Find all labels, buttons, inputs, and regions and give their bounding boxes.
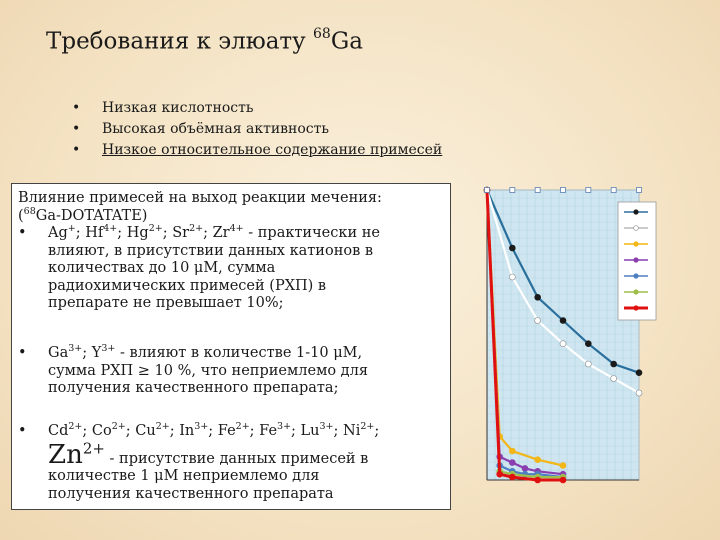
ion-fe: $Fe^{2+}$: [217, 421, 250, 439]
data-point: [560, 341, 566, 347]
panel-heading: Влияние примесей на выход реакции мечения:: [18, 190, 382, 206]
data-point: [585, 361, 591, 367]
data-point: [509, 448, 515, 454]
top-marker: [535, 188, 540, 193]
data-point: [560, 477, 566, 483]
legend-marker-3: [634, 242, 639, 247]
title-text: Требования к элюату: [46, 28, 313, 55]
legend-marker-2: [634, 226, 639, 231]
bullet-dot: •: [18, 345, 27, 361]
impurities-panel: [11, 183, 451, 510]
requirement-item: • Низкое относительное содержание примесей: [72, 140, 442, 161]
ion-sr: $Sr^{2+}$: [172, 223, 204, 241]
top-marker: [510, 188, 515, 193]
impurity-bullet-3: • $Cd^{2+}$; $Co^{2+}$; $Cu^{2+}$; $In^{3+}$; $Fe^{2+}$; $Fe^{3+}$; $Lu^{3+}$; $Ni^{2+}$; $Zn^{2+}$ - присутствие данных примесей в количестве 1 μM неприемлемо для получения качественного препарата: [18, 421, 380, 502]
data-point: [509, 245, 515, 251]
ion-cd: $Cd^{2+}$: [48, 421, 83, 439]
ion-zr: $Zr^{4+}$: [212, 223, 244, 241]
data-point: [535, 457, 541, 463]
data-point: [611, 361, 617, 367]
plot-area: [487, 190, 639, 480]
ion-co: $Co^{2+}$: [91, 421, 126, 439]
top-marker: [586, 188, 591, 193]
top-marker: [611, 188, 616, 193]
legend-marker-4: [634, 258, 639, 263]
data-point: [497, 471, 503, 477]
data-point: [535, 318, 541, 324]
legend-marker-1: [634, 210, 639, 215]
legend-marker-6: [634, 290, 639, 295]
ion-cu: $Cu^{2+}$: [135, 421, 170, 439]
labeling-yield-chart: [454, 184, 692, 492]
ion-ni: $Ni^{2+}$: [343, 421, 375, 439]
top-marker: [485, 188, 490, 193]
requirement-item: • Высокая объёмная активность: [72, 119, 442, 140]
ion-hg: $Hg^{2+}$: [126, 223, 163, 241]
data-point: [522, 465, 528, 471]
ion-hf: $Hf^{4+}$: [85, 223, 118, 241]
legend-marker-7: [634, 306, 639, 311]
bullet-dot: •: [18, 423, 27, 439]
data-point: [509, 474, 515, 480]
data-point: [611, 376, 617, 382]
data-point: [560, 318, 566, 324]
ion-lu: $Lu^{3+}$: [300, 421, 334, 439]
panel-subheading: ($^{68}$Ga-DOTATATE): [18, 205, 148, 224]
data-point: [636, 390, 642, 396]
data-point: [535, 477, 541, 483]
slide-title: [46, 28, 363, 55]
impurity-bullet-1: • Ag+; $Hf^{4+}$; $Hg^{2+}$; $Sr^{2+}$; $Zr^{4+}$ - практически не влияют, в присутствии данных катионов в количествах до 10 μM, сумма радиохимических примесей (РХП) в препарате не превышает 10%;: [18, 223, 380, 311]
data-point: [509, 274, 515, 280]
data-point: [560, 463, 566, 469]
data-point: [585, 341, 591, 347]
data-point: [535, 294, 541, 300]
ion-ag: Ag+: [48, 223, 76, 241]
title-isotope: Ga: [330, 28, 363, 55]
title-isotope-mass: 68: [313, 26, 331, 42]
ion-in: $In^{3+}$: [179, 421, 209, 439]
top-marker: [637, 188, 642, 193]
data-point: [636, 370, 642, 376]
impurity-bullet-2: • $Ga^{3+}$; $Y^{3+}$ - влияют в количестве 1-10 μM, сумма РХП ≥ 10 %, что неприемлемо для получения качественного препарата;: [18, 343, 368, 396]
requirement-item: • Низкая кислотность: [72, 98, 442, 119]
top-marker: [561, 188, 566, 193]
bullet-dot: •: [18, 225, 27, 241]
ion-fe: $Fe^{3+}$: [259, 421, 292, 439]
data-point: [509, 460, 515, 466]
legend-marker-5: [634, 274, 639, 279]
requirements-list: [72, 98, 442, 161]
